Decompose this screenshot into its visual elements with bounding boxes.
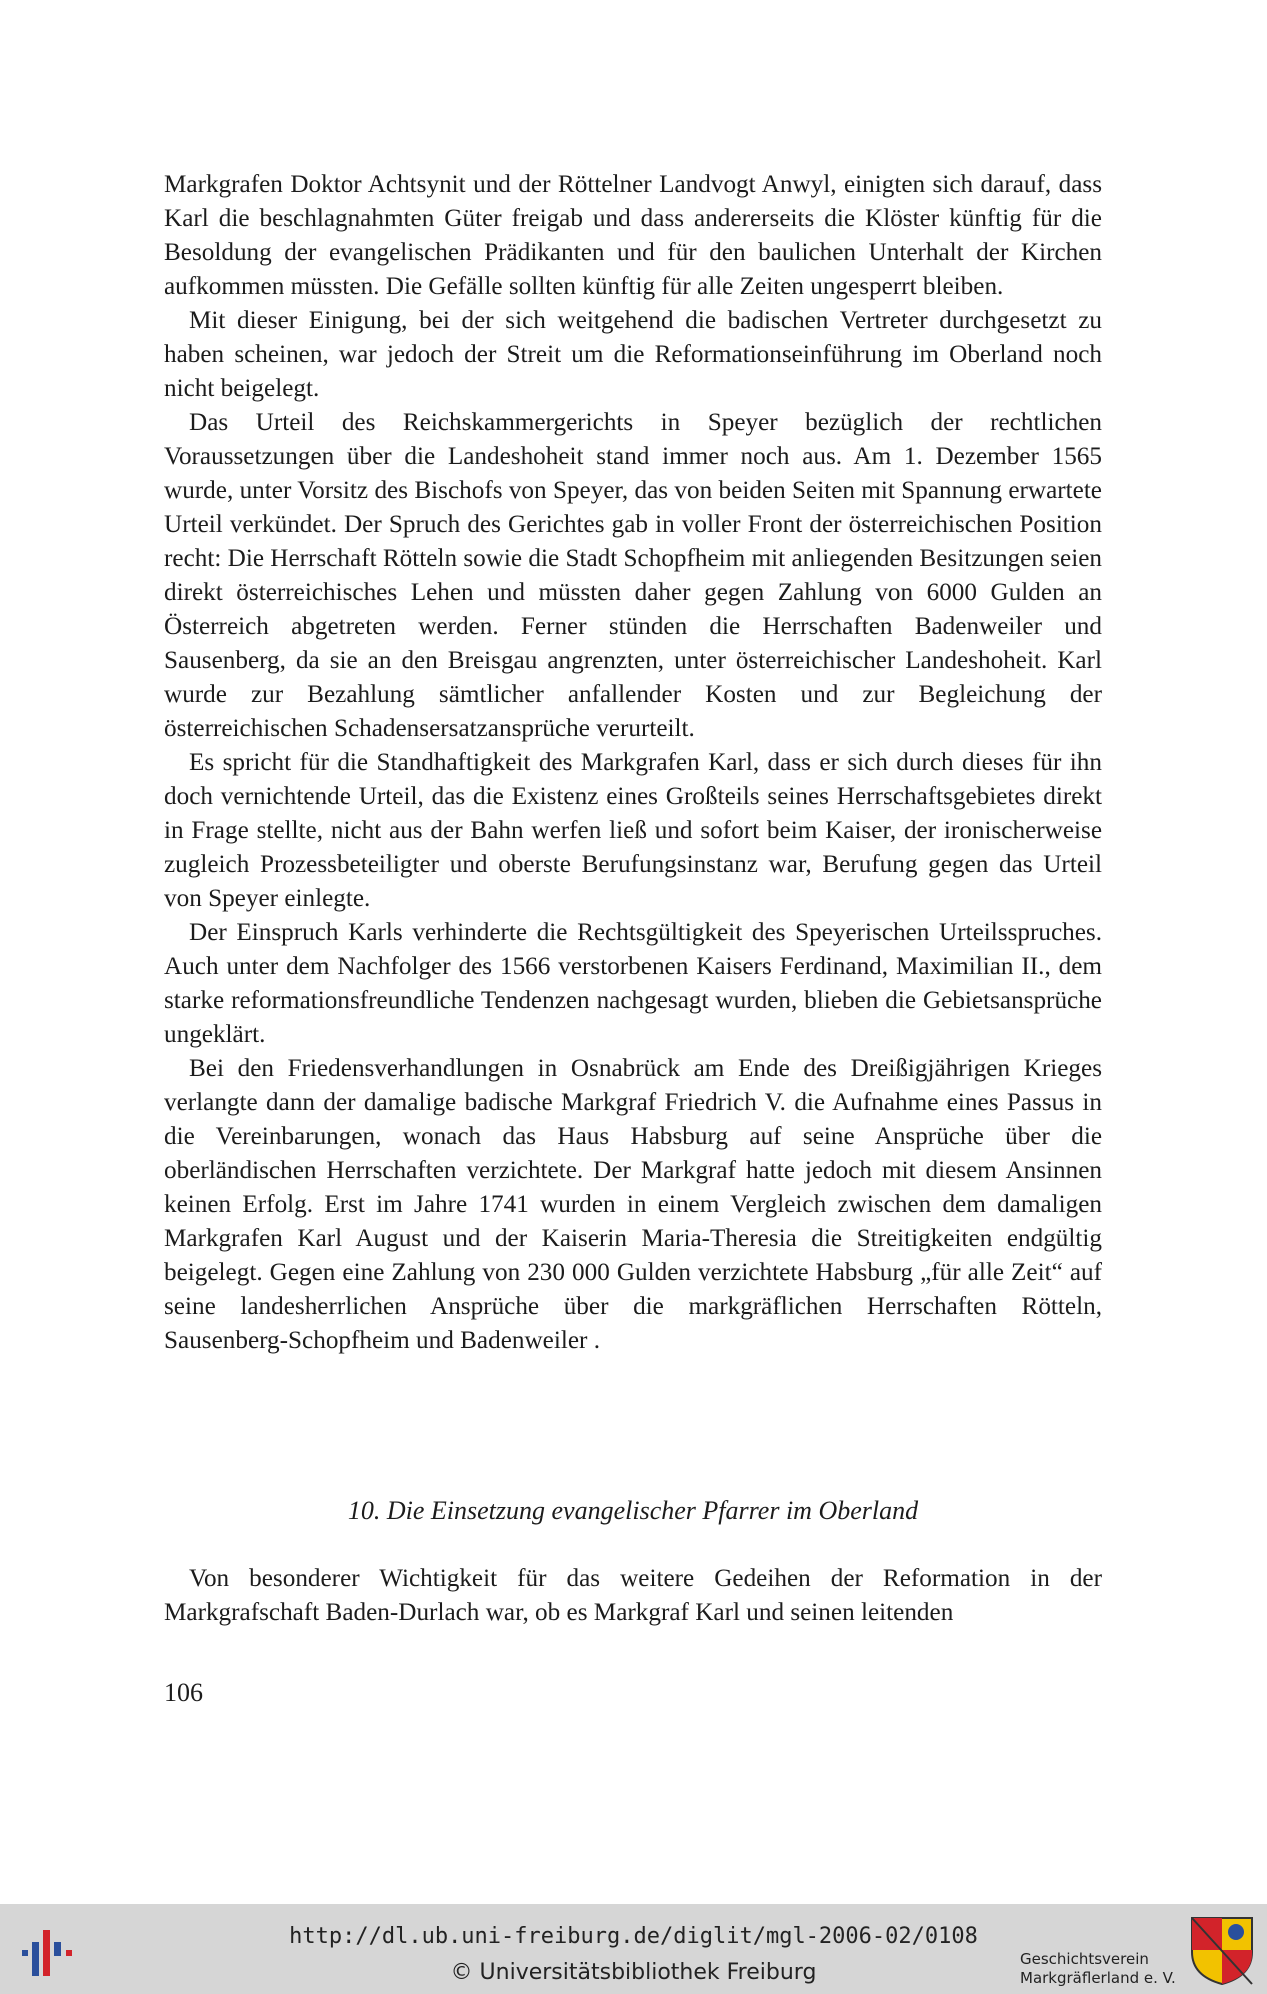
society-line: Geschichtsverein [1020,1950,1149,1968]
section-heading: 10. Die Einsetzung evangelischer Pfarrer im Oberland [347,1496,919,1525]
paragraph: Markgrafen Doktor Achtsynit und der Röttelner Landvogt Anwyl, einigten sich darauf, dass Karl die beschlagnahmten Güter freigab und dass andererseits die Klöster künftig für die Besoldung der evangelischen Prädikanten und für den baulichen Unterhalt der Kirchen aufkommen müssten. Die Gefälle sollten künftig für alle Zeiten ungesperrt bleiben. [164,171,1102,300]
copyright-text: © Universitätsbibliothek Freiburg [450,1960,817,1985]
paragraph: Das Urteil des Reichskammergerichts in Speyer bezüglich der rechtlichen Voraussetzungen über die Landeshoheit stand immer noch aus. Am 1. Dezember 1565 wurde, unter Vorsitz des Bischofs von Speyer, das von beiden Seiten mit Spannung erwartete Urteil verkündet. Der Spruch des Gerichtes gab in voller Front der österreichischen Position recht: Die Herrschaft Rötteln sowie die Stadt Schopfheim mit anliegenden Besitzungen seien direkt österreichisches Lehen und müssten daher gegen Zahlung von 6000 Gulden an Österreich abgetreten werden. Ferner stünden die Herrschaften Badenweiler und Sausenberg, da sie an den Breisgau angrenzten, unter österreichischer Landeshoheit. Karl wurde zur Bezahlung sämtlicher anfallender Kosten und zur Begleichung der österreichischen Schadensersatzansprüche verurteilt. [164,409,1102,742]
paragraph: Der Einspruch Karls verhinderte die Rechtsgültigkeit des Speyerischen Urteilsspruches. Auch unter dem Nachfolger des 1566 verstorbenen Kaisers Ferdinand, Maximilian II., dem starke reformationsfreundliche Tendenzen nachgesagt wurden, blieben die Gebietsansprüche ungeklärt. [164,919,1102,1048]
society-line: Markgräflerland e. V. [1020,1969,1176,1987]
paragraph: Es spricht für die Standhaftigkeit des Markgrafen Karl, dass er sich durch dieses für ihn doch vernichtende Urteil, das die Existenz eines Großteils seines Herrschaftsgebietes direkt in Frage stellte, nicht aus der Bahn werfen ließ und sofort beim Kaiser, der ironischerweise zugleich Prozessbeteiligter und oberste Berufungsinstanz war, Berufung gegen das Urteil von Speyer einlegte. [164,749,1102,912]
paragraph: Von besonderer Wichtigkeit für das weitere Gedeihen der Reformation in der Markgrafschaft Baden-Durlach war, ob es Markgraf Karl und seinen leitenden [164,1565,1102,1626]
paragraph: Mit dieser Einigung, bei der sich weitgehend die badischen Vertreter durchgesetzt zu haben scheinen, war jedoch der Streit um die Reformationseinführung im Oberland noch nicht beigelegt. [164,307,1102,402]
body-text-continued [164,1562,1102,1630]
body-text [164,168,1102,1358]
page-number: 106 [164,1678,203,1707]
document-url[interactable]: http://dl.ub.uni-freiburg.de/diglit/mgl-2006-02/0108 [289,1924,978,1949]
society-name [1020,1950,1180,1988]
coat-of-arms-icon [1188,1914,1256,1986]
footer-bar [0,1904,1267,1994]
paragraph: Bei den Friedensverhandlungen in Osnabrück am Ende des Dreißigjährigen Krieges verlangte dann der damalige badische Markgraf Friedrich V. die Aufnahme eines Passus in die Vereinbarungen, wonach das Haus Habsburg auf seine Ansprüche über die oberländischen Herrschaften verzichtete. Der Markgraf hatte jedoch mit diesem Ansinnen keinen Erfolg. Erst im Jahre 1741 wurden in einem Vergleich zwischen dem damaligen Markgrafen Karl August und der Kaiserin Maria-Theresia die Streitigkeiten endgültig beigelegt. Gegen eine Zahlung von 230 000 Gulden verzichtete Habsburg „für alle Zeit“ auf seine landesherrlichen Ansprüche über die markgräflichen Herrschaften Rötteln, Sausenberg-Schopfheim und Badenweiler . [164,1055,1102,1354]
